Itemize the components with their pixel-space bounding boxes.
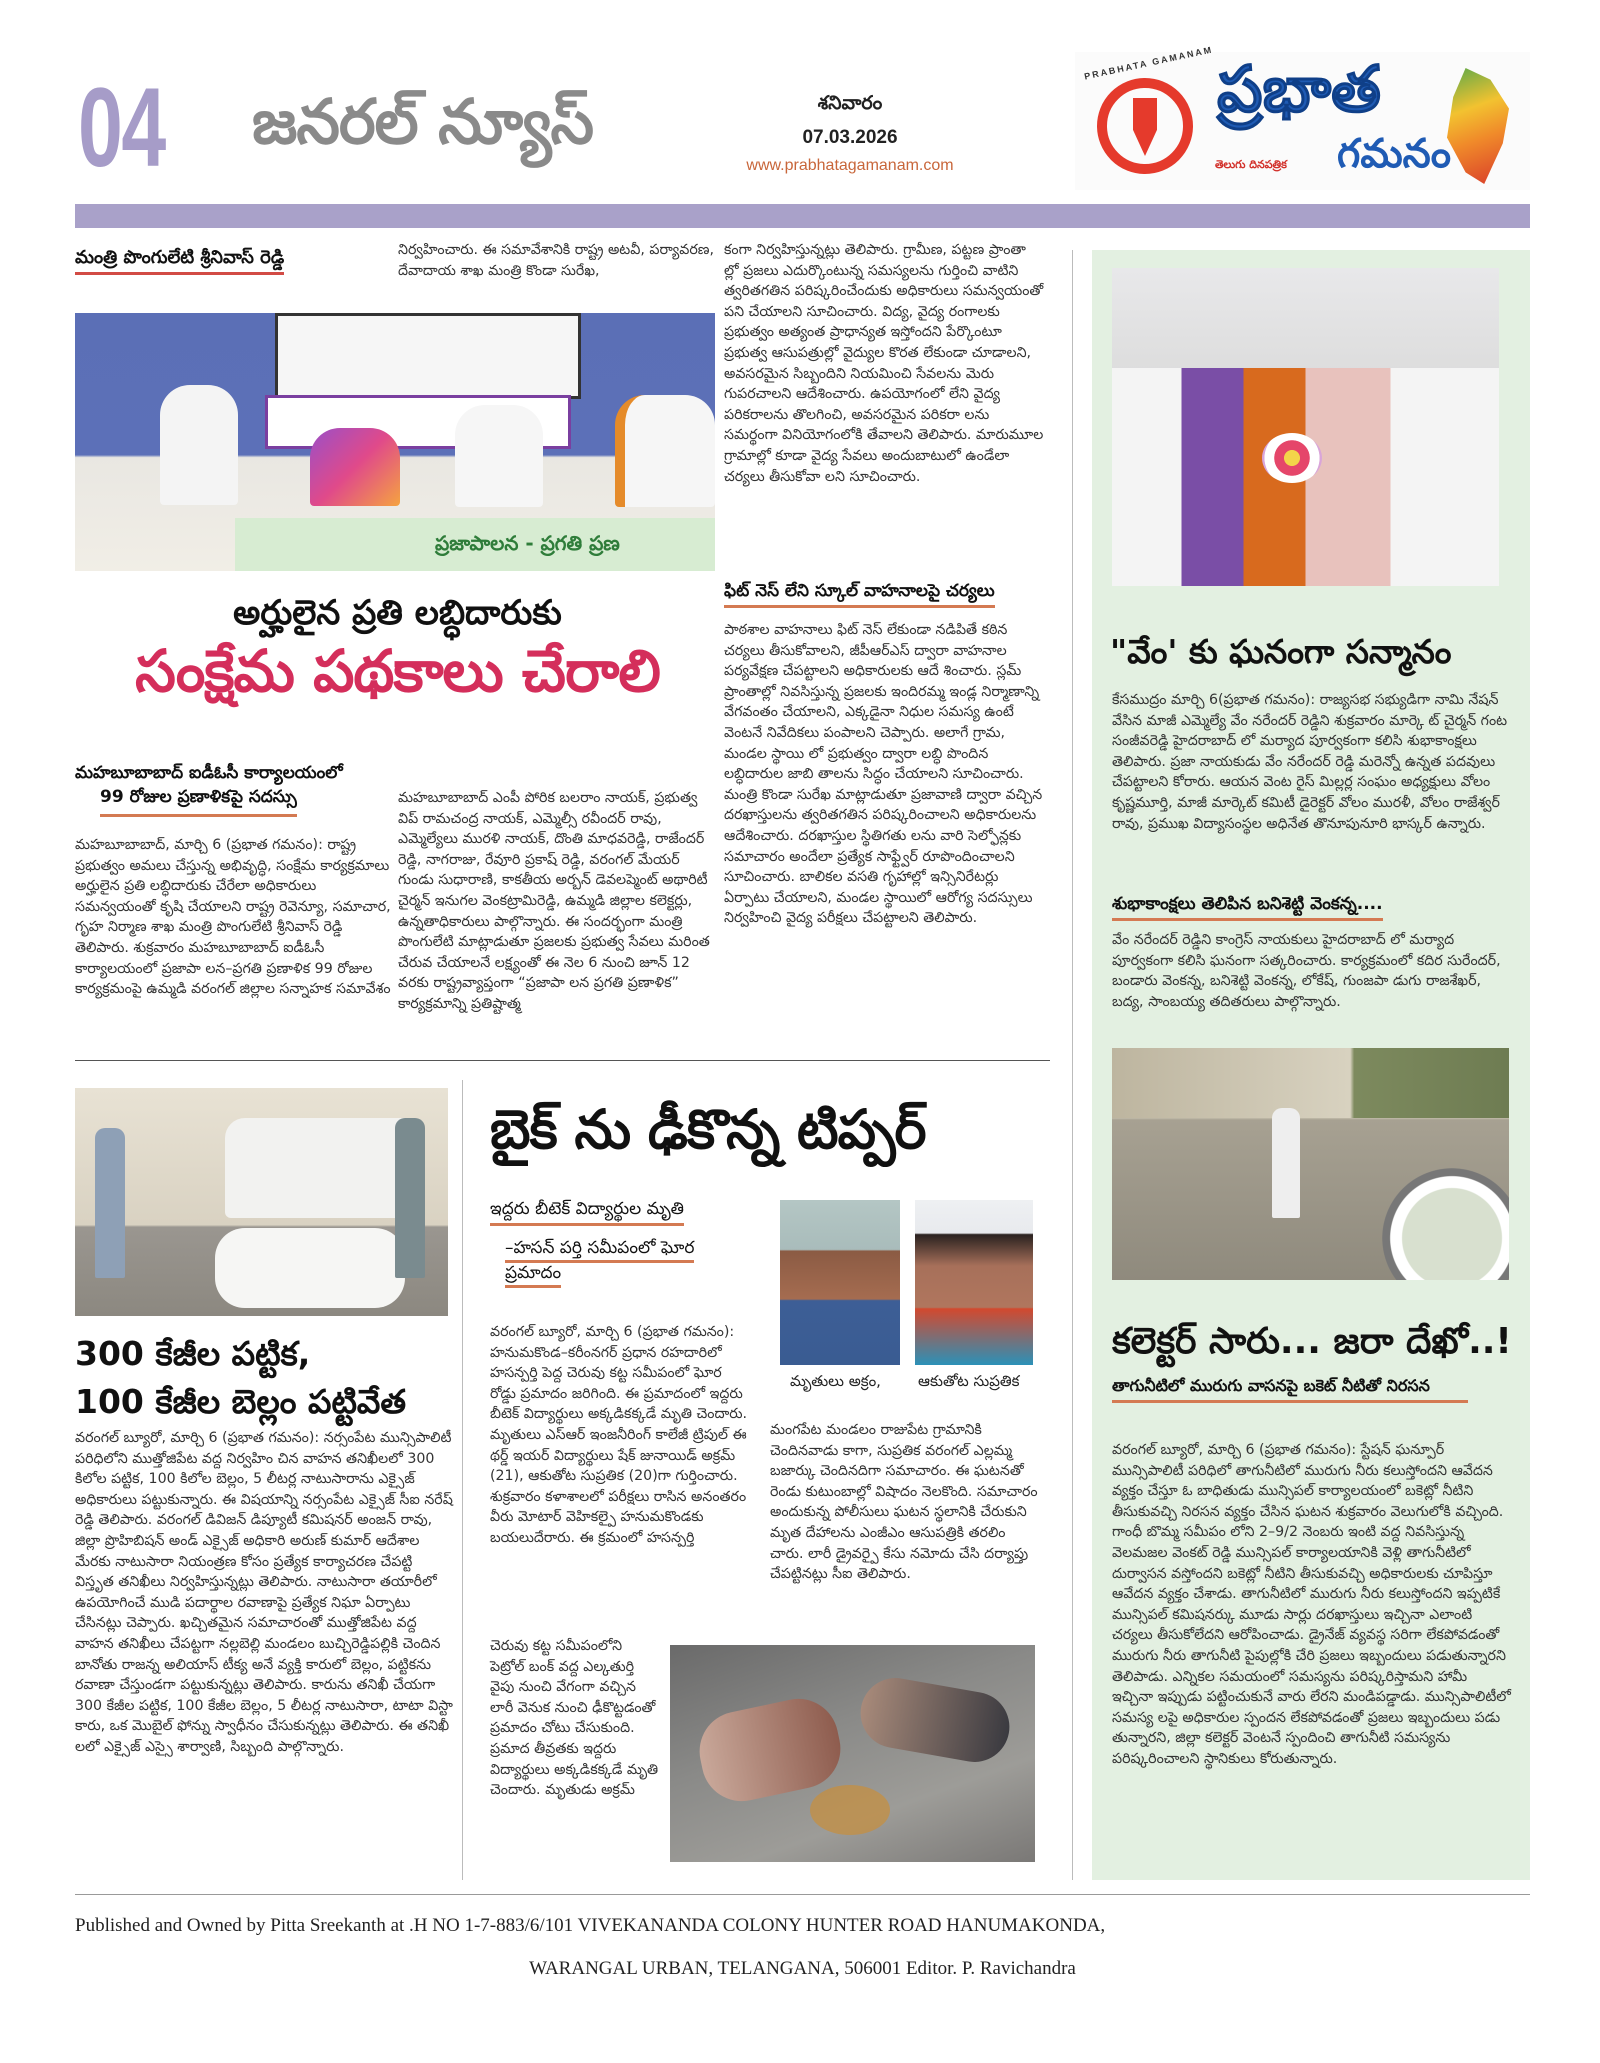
accident-col2: మంగపేట మండలం రాజుపేట గ్రామానికి చెందినవాడు కాగా, సుప్రతిక వరంగల్ ఎల్లమ్మ బజార్కు చెందినదిగా సమాచారం. ఈ ఘటనతో రెండు కుటుంబాల్లో విషాదం నెలకొంది. సమాచారం అందుకున్న పోలీసులు ఘటన స్థలానికి చేరుకుని మృత దేహాలను ఎంజీఎం ఆసుపత్రికి తరలిం చారు. లారీ డ్రైవర్పై కేసు నమోదు చేసి దర్యాప్తు చేపట్టినట్లు సీఐ తెలిపారు. <box>770 1422 1038 1583</box>
welfare-col3-bottom: పాఠశాల వాహనాలు ఫిట్ నెస్ లేకుండా నడిపితే కఠిన చర్యలు తీసుకోవాలని, జీపీఆర్ఎస్ ద్వారా వాహనాల పర్యవేక్షణ చేపట్టాలని అధికారులకు ఆదే శించారు. స్లమ్ ప్రాంతాల్లో నివసిస్తున్న ప్రజలకు ఇందిరమ్మ ఇండ్ల నిర్మాణాన్ని వేగవంతం చేయాలని, ఎక్కడైనా నిధుల సమస్య ఉంటే వెంటనే నివేదికలు పంపాలని చెప్పారు. అలాగే గ్రామ, మండల స్థాయి లో ప్రభుత్వం ద్వారా లబ్ధి పొందిన లబ్ధిదారుల జాబి తాలను సిద్ధం చేయాలని సూచించారు. మంత్రి కొండా సురేఖ మాట్లాడుతూ ప్రజావాణి ద్వారా వచ్చిన దరఖాస్తులను త్వరితగతిన పరిష్కరించాలని అధికారులను ఆదేశించారు. దరఖాస్తుల స్థితిగతు లను వారి సెల్ఫోన్లకు సమాచారం అందేలా ప్రత్యేక సాఫ్ట్వేర్ రూపొందించాలని సూచించారు. బాలికల వసతి గృహాల్లో ఇన్సినిరేటర్లు ఏర్పాటు చేయాలని, మండల స్థాయిలో ఆరోగ్య సదస్సులు నిర్వహించి వైద్య పరీక్షలు చేపట్టాలని తెలిపారు. <box>724 622 1043 927</box>
photo-banner-text: ప్రజాపాలన - ప్రగతి ప్రణ <box>435 531 620 555</box>
column-divider-bottom <box>462 1080 463 1880</box>
newspaper-logo <box>1075 44 1530 190</box>
collector-kicker-wrap <box>1112 1376 1468 1403</box>
website-link[interactable]: www.prabhatagamanam.com <box>746 157 954 174</box>
logo-title-sub: గమనం <box>1337 131 1451 177</box>
pen-nib-icon <box>1097 78 1193 174</box>
seizure-photo <box>75 1088 448 1316</box>
welfare-col2-top: నిర్వహించారు. ఈ సమావేశానికి రాష్ట్ర అటవీ, పర్యావరణ, దేవాదాయ శాఖ మంత్రి కొండా సురేఖ, <box>398 242 714 279</box>
welfare-subkicker: ఫిట్ నెస్ లేని స్కూల్ వాహనాలపై చర్యలు <box>724 580 995 608</box>
felicitation-kicker-wrap <box>1112 893 1383 921</box>
section-divider <box>75 1060 1050 1061</box>
victim-portrait-male <box>780 1200 900 1365</box>
person-1 <box>160 385 238 505</box>
logo-arc-text: PRABHATA GAMANAM <box>1083 44 1214 82</box>
welfare-subhead-line1: మహబూబాబాద్ ఐడీఓసీ కార్యాలయంలో <box>75 763 343 783</box>
collector-headline: కలెక్టర్ సారు... జరా దేఖో..! <box>1112 1321 1512 1362</box>
accident-victim-2 <box>855 1673 1015 1768</box>
header-band <box>75 204 1530 228</box>
accident-kicker-wrap <box>490 1198 684 1226</box>
issue-day: శనివారం <box>817 92 883 114</box>
collector-photo <box>1112 1048 1509 1280</box>
building-background <box>1112 1048 1509 1118</box>
accident-subkicker-text: –హసన్ పర్తి సమీపంలో ఘోర ప్రమాదం <box>505 1238 694 1288</box>
accident-scene-photo <box>670 1645 1035 1862</box>
person-3 <box>455 405 543 507</box>
footer-rule <box>75 1894 1530 1895</box>
victim-portrait-female <box>915 1200 1033 1365</box>
welfare-photo <box>75 313 715 571</box>
felicitation-headline: "వేం' కు ఘనంగా సన్మానం <box>1110 632 1452 671</box>
welfare-subhead <box>75 763 395 817</box>
bucket-of-water <box>1382 1168 1509 1280</box>
collector-kicker: తాగునీటిలో మురుగు వాసనపై బకెట్ నీటితో నిరసన <box>1112 1376 1468 1403</box>
welfare-kicker-wrap <box>75 246 284 275</box>
portrait-caption-1: మృతులు అక్రం, <box>790 1372 881 1390</box>
date-block <box>720 92 980 175</box>
column-divider-right <box>1072 250 1073 1880</box>
welfare-subkicker-wrap <box>724 580 995 608</box>
welfare-headline-top: అర్హులైన ప్రతి లబ్ధిదారుకు <box>233 593 562 633</box>
welfare-col1: మహబూబాబాద్, మార్చి 6 (ప్రభాత గమనం): రాష్ట్ర ప్రభుత్వం అమలు చేస్తున్న అభివృద్ధి, సంక్షేమ కార్యక్రమాలు అర్హులైన ప్రతి లబ్ధిదారుకు చేరేలా అధికారులు సమన్వయంతో కృషి చేయాలని రాష్ట్ర రెవెన్యూ, సమాచార, గృహ నిర్మాణ శాఖ మంత్రి పొంగులేటి శ్రీనివాస్ రెడ్డి తెలిపారు. శుక్రవారం మహబూబాబాద్ ఐడీఓసీ కార్యాలయంలో ప్రజాపా లన–ప్రగతి ప్రణాళిక 99 రోజుల కార్యక్రమంపై ఉమ్మడి వరంగల్ జిల్లాల సన్నాహక సమావేశం <box>75 837 391 998</box>
welfare-col3-top: కంగా నిర్వహిస్తున్నట్లు తెలిపారు. గ్రామీణ, పట్టణ ప్రాంతా ల్లో ప్రజలు ఎదుర్కొంటున్న సమస్యలను గుర్తించి వాటిని త్వరితగతిన పరిష్కరించేందుకు అధికారులు సమన్వయంతో పని చేయాలని సూచించారు. విద్య, వైద్య రంగాలకు ప్రభుత్వం అత్యంత ప్రాధాన్యత ఇస్తోందని పేర్కొంటూ ప్రభుత్వ ఆసుపత్రుల్లో వైద్యుల కొరత లేకుండా చూడాలని, అవసరమైన సిబ్బందిని నియమించి సేవలను మెరు గుపరచాలని ఆదేశించారు. ఉపయోగంలో లేని వైద్య పరికరాలను తొలగించి, అవసరమైన పరికరా లను సమర్థంగా వినియోగంలోకి తేవాలని తెలిపారు. మారుమూల గ్రామాల్లో కూడా వైద్య సేవలు అందుబాటులో ఉండేలా చర్యలు తీసుకోవా లని సూచించారు. <box>724 242 1044 485</box>
felicitation-body2: వేం నరేందర్ రెడ్డిని కాంగ్రెస్ నాయకులు హైదరాబాద్ లో మర్యాద పూర్వకంగా కలిసి ఘనంగా సత్కరించారు. కార్యక్రమంలో కదిర సురేందర్, బండారు వెంకన్న, బనిశెట్టి వెంకన్న, లోకేష్, గుంజపా డుగు రాజశేఖర్, బద్య, సాంబయ్య తదితరులు పాల్గొన్నారు. <box>1112 932 1501 1010</box>
section-title: జనరల్ న్యూస్ <box>252 85 594 158</box>
accident-headline: బైక్ ను ఢీకొన్న టిప్పర్ <box>490 1098 926 1161</box>
seizure-headline-line1: 300 కేజీల పట్టిక, <box>75 1334 311 1373</box>
page-number: 04 <box>78 65 165 190</box>
person-2 <box>310 428 400 506</box>
accident-col1-top: వరంగల్ బ్యూరో, మార్చి 6 (ప్రభాత గమనం): హనుమకొండ–కరీంనగర్ ప్రధాన రహదారిలో హసన్పర్తి పెద్ద చెరువు కట్ట సమీపంలో ఘోర రోడ్డు ప్రమాదం జరిగింది. ఈ ప్రమాదంలో ఇద్దరు బీటెక్ విద్యార్థులు అక్కడికక్కడే మృతి చెందారు. మృతులు ఎస్ఆర్ ఇంజనీరింగ్ కాలేజీ ట్రిపుల్ ఈ థర్డ్ ఇయర్ విద్యార్థులు షేక్ జునాయిడ్ అక్రమ్ (21), ఆకుతోట సుప్రతిక (20)గా గుర్తించారు. శుక్రవారం కళాశాలలో పరీక్షలు రాసిన అనంతరం వీరు మోటార్ వెహికల్పై హనుమకొండకు బయలుదేరారు. ఈ క్రమంలో హసన్పర్తి <box>490 1324 748 1546</box>
flower-bouquet <box>1262 433 1322 483</box>
accident-col1-bottom: చెరువు కట్ట సమీపంలోని పెట్రోల్ బంక్ వద్ద ఎల్కతుర్తి వైపు నుంచి వేగంగా వచ్చిన లారీ వెనుక నుంచి ఢీకొట్టడంతో ప్రమాదం చోటు చేసుకుంది. ప్రమాద తీవ్రతకు ఇద్దరు విద్యార్థులు అక్కడికక్కడే మృతి చెందారు. మృతుడు అక్రమ్ <box>490 1638 659 1799</box>
felicitation-body: కేసముద్రం మార్చి 6(ప్రభాత గమనం): రాజ్యసభ సభ్యుడిగా నామి నేషన్ వేసిన మాజీ ఎమ్మెల్యే వేం నరేందర్ రెడ్డిని శుక్రవారం మార్కె ట్ చైర్మన్ గంట సంజీవరెడ్డి హైదరాబాద్ లో మర్యాద పూర్వకంగా కలిసి శుభాకాంక్షలు తెలిపారు. ప్రజా నాయకుడు వేం నరేందర్ రెడ్డి మరెన్నో ఉన్నత పదవులు చేపట్టాలని కోరారు. ఆయన వెంట రైస్ మిల్లర్ల సంఘం అధ్యక్షులు వోలం కృష్ణమూర్తి, మాజీ మార్కెట్ కమిటీ డైరెక్టర్ వోలం మురళీ, వోలం రాజేశ్వర్ రావు, ప్రముఖ విద్యాసంస్థల అధినేత తొనూపునూరి భాస్కర్ ఉన్నారు. <box>1112 692 1508 832</box>
accident-kicker: ఇద్దరు బీటెక్ విద్యార్థుల మృతి <box>490 1198 684 1226</box>
seizure-body: వరంగల్ బ్యూరో, మార్చి 6 (ప్రభాత గమనం): నర్సంపేట మున్సిపాలిటీ పరిధిలోని ముత్తోజిపేట వద్ద నిర్వహిం చిన వాహన తనిఖీలలో 300 కిలోల పట్టిక, 100 కిలోల బెల్లం, 5 లీటర్ల నాటుసారాను ఎక్సైజ్ అధికారులు పట్టుకున్నారు. ఈ విషయాన్ని నర్సంపేట ఎక్సైజ్ సీఐ నరేష్ రెడ్డి తెలిపారు. వరంగల్ డివిజన్ డిప్యూటీ కమిషనర్ అంజన్ రావు, జిల్లా ప్రొహిబిషన్ అండ్ ఎక్సైజ్ అధికారి అరుణ్ కుమార్ ఆదేశాల మేరకు నాటుసారా నియంత్రణ కోసం ప్రత్యేక కార్యాచరణ చేపట్టి విస్తృత తనిఖీలు నిర్వహిస్తున్నట్లు తెలిపారు. నాటుసారా తయారీలో ఉపయోగించే ముడి పదార్థాల రవాణాపై ప్రత్యేక నిఘా ఏర్పాటు చేసినట్లు చెప్పారు. ఖచ్చితమైన సమాచారంతో ముత్తోజిపేట వద్ద వాహన తనిఖీలు చేపట్టగా నల్లబెల్లి మండలం బుచ్చిరెడ్డిపల్లికి చెందిన బానోతు రాజన్న అలియాస్ టీక్య అనే వ్యక్తి కారులో బెల్లం, పట్టికను రవాణా చేస్తుండగా పట్టుకున్నట్లు తెలిపారు. కారును తనిఖీ చేయగా 300 కేజీల పట్టిక, 100 కేజీల బెల్లం, 5 లీటర్ల నాటుసారా, టాటా విస్టా కారు, ఒక మొబైల్ ఫోన్ను స్వాధీనం చేసుకున్నట్లు తెలిపారు. ఈ తనిఖీ లలో ఎక్సైజ్ ఎస్సై శార్వాణి, సిబ్బంది పాల్గొన్నారు. <box>75 1430 453 1755</box>
welfare-col2-bottom: మహబూబాబాద్ ఎంపీ పోరిక బలరాం నాయక్, ప్రభుత్వ విప్ రామచంద్ర నాయక్, ఎమ్మెల్సీ రవీందర్ రావు, ఎమ్మెల్యేలు మురళి నాయక్, దొంతి మాధవరెడ్డి, రాజేందర్ రెడ్డి, నాగరాజు, రేవూరి ప్రకాష్ రెడ్డి, వరంగల్ మేయర్ గుండు సుధారాణి, కాకతీయ అర్బన్ డెవలప్మెంట్ అథారిటీ చైర్మన్ ఇనుగల వెంకట్రామిరెడ్డి, ఉమ్మడి జిల్లాల కలెక్టర్లు, ఉన్నతాధికారులు పాల్గొన్నారు. ఈ సందర్భంగా మంత్రి పొంగులేటి మాట్లాడుతూ ప్రజలకు ప్రభుత్వ సేవలు మరింత చేరువ చేయాలనే లక్ష్యంతో ఈ నెల 6 నుంచి జూన్ 12 వరకు రాష్ట్రవ్యాప్తంగా “ప్రజాపా లన ప్రగతి ప్రణాళిక” కార్యక్రమాన్ని ప్రతిష్టాత్మ <box>398 790 710 1012</box>
seized-sacks <box>215 1228 405 1308</box>
accident-subkicker <box>505 1236 755 1286</box>
accident-stain <box>810 1785 890 1835</box>
welfare-headline-main: సంక్షేమ పథకాలు చేరాలి <box>135 637 660 705</box>
portrait-caption-2: ఆకుతోట సుప్రతిక <box>918 1372 1020 1390</box>
collector-body: వరంగల్ బ్యూరో, మార్చి 6 (ప్రభాత గమనం): స్టేషన్ ఘన్పూర్ మున్సిపాలిటీ పరిధిలో తాగునీటిలో మురుగు నీరు కలుస్తోందని ఆవేదన వ్యక్తం చేస్తూ ఓ బాధితుడు మున్సిపల్ కార్యాలయంలో బకెట్లో నీటిని తీసుకువచ్చి నిరసన వ్యక్తం చేసిన ఘటన శుక్రవారం వెలుగులోకి వచ్చింది. గాంధీ బొమ్మ సమీపం లోని 2–9/2 నెంబరు ఇంటి వద్ద నివసిస్తున్న వెలమజల వెంకట్ రెడ్డి మున్సిపల్ కార్యాలయానికి వెళ్లి తాగునీటిలో దుర్వాసన వస్తోందని బకెట్లో నీటిని తీసుకువచ్చి అధికారులకు చూపిస్తూ ఆవేదన వ్యక్తం చేశాడు. తాగునీటిలో మురుగు నీరు కలుస్తోందని ఇప్పటికే మున్సిపల్ కమిషనర్కు మూడు సార్లు దరఖాస్తులు ఇచ్చినా ఎలాంటి చర్యలు తీసుకోలేదని ఆరోపించాడు. డ్రైనేజ్ వ్యవస్థ సరిగా లేకపోవడంతో మురుగు నీరు తాగునీటి పైపుల్లోకి చేరి ప్రజలు ఇబ్బందులు పడుతున్నారని తెలిపాడు. ఎన్నికల సమయంలో సమస్యను పరిష్కరిస్తామని హామీ ఇచ్చినా ఇప్పుడు పట్టించుకునే వారు లేరని మండిపడ్డాడు. మున్సిపాలిటీలో సమస్య లపై అధికారుల స్పందన లేకపోవడంతో ప్రజలు ఇబ్బందులు పడు తున్నారని, జిల్లా కలెక్టర్ వెంటనే స్పందించి తాగునీటి సమస్యను పరిష్కరించాలని స్థానికులు కోరుతున్నారు. <box>1112 1442 1511 1767</box>
officer-1 <box>95 1128 125 1278</box>
footer-line-2: WARANGAL URBAN, TELANGANA, 506001 Editor. P. Ravichandra <box>529 1958 1076 1979</box>
seizure-headline <box>75 1330 406 1426</box>
walking-person <box>1272 1108 1300 1218</box>
felicitation-kicker: శుభాకాంక్షలు తెలిపిన బనిశెట్టి వెంకన్న.... <box>1112 893 1383 921</box>
footer-line-1: Published and Owned by Pitta Sreekanth at .H NO 1-7-883/6/101 VIVEKANANDA COLONY HUNTER ROAD HANUMAKONDA, <box>75 1915 1106 1936</box>
autumn-leaf-icon <box>1447 68 1509 184</box>
person-4 <box>615 395 715 507</box>
logo-title-main: ప్రభాత <box>1217 53 1381 127</box>
officer-2 <box>395 1118 425 1278</box>
logo-tagline: తెలుగు దినపత్రిక <box>1215 158 1287 171</box>
issue-date: 07.03.2026 <box>802 127 898 148</box>
felicitation-photo <box>1112 268 1499 586</box>
projector-screen <box>275 313 581 399</box>
welfare-kicker: మంత్రి పొంగులేటి శ్రీనివాస్ రెడ్డి <box>75 246 284 275</box>
welfare-subhead-line2: 99 రోజుల ప్రణాళికపై సదస్సు <box>100 787 297 817</box>
seizure-headline-line2: 100 కేజీల బెల్లం పట్టివేత <box>75 1382 407 1421</box>
